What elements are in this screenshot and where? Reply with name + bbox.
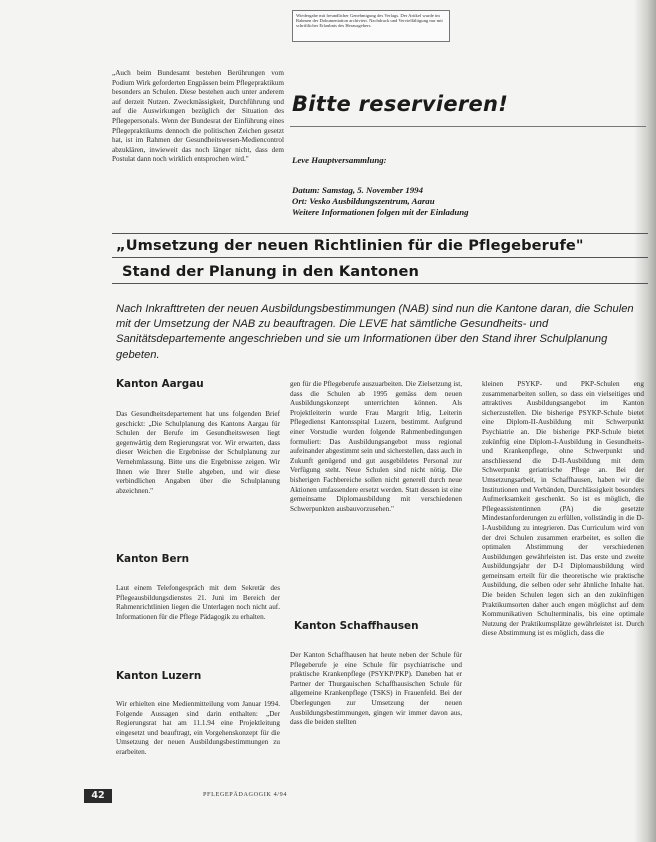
reserve-date: Datum: Samstag, 5. November 1994 [292, 185, 423, 195]
page-number: 42 [84, 789, 112, 803]
reserve-heading: Bitte reservieren! [292, 92, 509, 116]
reserve-event-label: Leve Hauptversammlung: [292, 155, 387, 165]
article-lead: Nach Inkrafttreten der neuen Ausbildungsbestimmungen (NAB) sind nun die Kantone daran, die Schulen mit der Umsetzung der NAB zu beauftragen. Die LEVE hat sämtliche Gesundheits- und Sanitätsdepartemente angeschrieben und sie um Informationen über den Stand ihrer Schulplanung gebeten. [116, 303, 634, 361]
heading-kanton-bern: Kanton Bern [116, 553, 190, 565]
heading-kanton-schaffhausen: Kanton Schaffhausen [294, 620, 419, 632]
headline-bottom-rule [112, 283, 648, 284]
headline-top-rule [112, 233, 648, 234]
copyright-stamp: Wiedergabe mit freundlicher Genehmigung des Verlags. Der Artikel wurde im Rahmen der Dokumentation archiviert. Nachdruck und Vervielfältigung nur mit schriftlicher Erlaubnis des Herausgebers. [292, 10, 450, 42]
heading-kanton-aargau: Kanton Aargau [116, 378, 204, 390]
body-kanton-aargau: Das Gesundheitsdepartement hat uns folgenden Brief geschickt: „Die Schulplanung des Kantons Aargau für Schulen der Berufe im Gesundheitswesen liegt gegenwärtig dem Regierungsrat vor. Wir erwarten, dass dieser Weichen die Ergebnisse der Schulplanung zur Vernehmlassung. Bitte uns die Ergebnisse zeigen. Wir Ihnen wie Ihrer Stelle abgeben, und wir diese verbindlichen Angaben über die Schulplanung abzeichnen." [116, 410, 280, 495]
body-middle-column: gen für die Pflegeberufe auszuarbeiten. Die Zielsetzung ist, dass die Schulen ab 1995 gemäss dem neuen Ausbildungskonzept unterrichten können. Als Projektleiterin wurde Frau Margrit Irlig, Leiterin Pflegedienst Kantonsspital Luzern, bestimmt. Aufgrund einer Vorstudie wurden folgende Rahmenbedingungen formuliert: Das Ausbildungsangebot muss regional aufeinander abgestimmt sein und sicherstellen, dass auch in Zukunft genügend und gut ausgebildetes Personal zur Verfügung steht. Neue Schulen sind nicht nötig. Die bisherigen Fachbereiche sollen nicht generell durch neue Aktionen umfassendere ersetzt werden. Statt dessen ist eine gemeinsame Diplomausbildung mit verschiedenen Schwerpunkten ausbauvorzusehen." [290, 380, 462, 513]
heading-kanton-luzern: Kanton Luzern [116, 670, 202, 682]
body-right-column: kleinen PSYKP- und PKP-Schulen eng zusammenarbeiten sollen, so dass ein vielseitiges und attraktives Ausbildungsangebot im Kanton sicherzustellen. Die bisherige PSYKP-Schule bietet eine Diplom-II-Ausbildung mit Schwerpunkt Psychiatrie an. Die bisherige PKP-Schule bietet zukünftig eine Diplom-I-Ausbildung in Gesundheits- und Krankenpflege, ohne Schwerpunkt und anschliessend die D-II-Ausbildung mit dem Schwerpunkt geriatrische Pflege an. Bei der Umsetzungsarbeit, in Schaffhausen, haben wir die Institutionen und Verbänden, Durchlässigkeit besonders Aufmerksamkeit geschenkt. So ist es möglich, die Pflegeassistentinnen (PA) die gesetzte Mindestanforderungen zu erfüllen, vollständig in die D-I-Ausbildung zu integrieren. Das Curriculum wird von der drei Schulen zusammen erarbeitet, es sollen die optimalen Abstimmung der verschiedenen Ausbildungen gewährleisten ist. Das erste und zweite Ausbildungsjahr der D-I Diplomausbildung wird gemeinsam erteilt für die theoretische wie praktische Ausbildung, die selben oder sehr ähnliche Inhalte hat. Die beiden Schulen legen sich an den zukünftigen Praktikumsorten daher auch engen möglichst auf dem Kommunikativen Schulterminalis, bis eine optimale Nutzung der Praktikumsplätze gewährleistet ist. Durch diese Abstimmung ist es möglich, dass die [482, 380, 644, 638]
reserve-info: Weitere Informationen folgen mit der Einladung [292, 207, 469, 217]
article-headline-line2: Stand der Planung in den Kantonen [122, 263, 419, 280]
body-kanton-schaffhausen: Der Kanton Schaffhausen hat heute neben der Schule für Pflegeberufe je eine Schule für psychiatrische und praktische Krankenpflege (PSYKP/PKP). Daneben hat er Partner der Thurgauischen Schaffhausischen Schule für allgemeine Krankenpflege (TSKS) in Frauenfeld. Bei der Überlegungen zur Umsetzung der neuen Ausbildungsbestimmungen, gingen wir immer davon aus, dass die beiden stellten [290, 651, 462, 727]
body-kanton-luzern: Wir erhielten eine Medienmitteilung vom Januar 1994. Folgende Aussagen sind darin enthalten: „Der Regierungsrat hat am 11.1.94 eine Projektleitung eingesetzt und beauftragt, ein Vorgehenskonzept für die Umsetzung der neuen Ausbildungsbestimmungen zu erarbeiten. [116, 700, 280, 756]
body-kanton-bern: Laut einem Telefongespräch mit dem Sekretär des Pflegeausbildungsdienstes 21. Juni im Bereich der Rahmenrichtlinien liegen die Unterlagen noch nicht auf. Informationen für die Pflege Pädagogik zu erhalten. [116, 584, 280, 621]
magazine-footer: PFLEGEPÄDAGOGIK 4/94 [203, 791, 288, 798]
headline-mid-rule [112, 257, 648, 258]
reserve-place: Ort: Vesko Ausbildungszentrum, Aarau [292, 196, 435, 206]
intro-quote-text: „Auch beim Bundesamt bestehen Berührungen vom Podium Wirk geforderten Engpässen beim Pflegepraktikum besonders an Schulen. Diese bestehen auch unter anderem auf derzeit Nutzen. Zweckmässigkeit, Durchführung und auf die Auswirkungen bezüglich der Situation des Pflegepersonals. Wenn der Bundesrat der Einführung eines Pflegepraktikums dennoch die politischen Zeichen gesetzt hat, ist im Rahmen der Gesundheitswesen-Mediencontrol abzuklären, inwieweit das noch länger nicht, dass dem Postulat dann noch wirklich entsprochen wird." [112, 69, 284, 164]
article-headline-line1: „Umsetzung der neuen Richtlinien für die Pflegeberufe" [116, 237, 584, 254]
reserve-divider [290, 126, 646, 127]
